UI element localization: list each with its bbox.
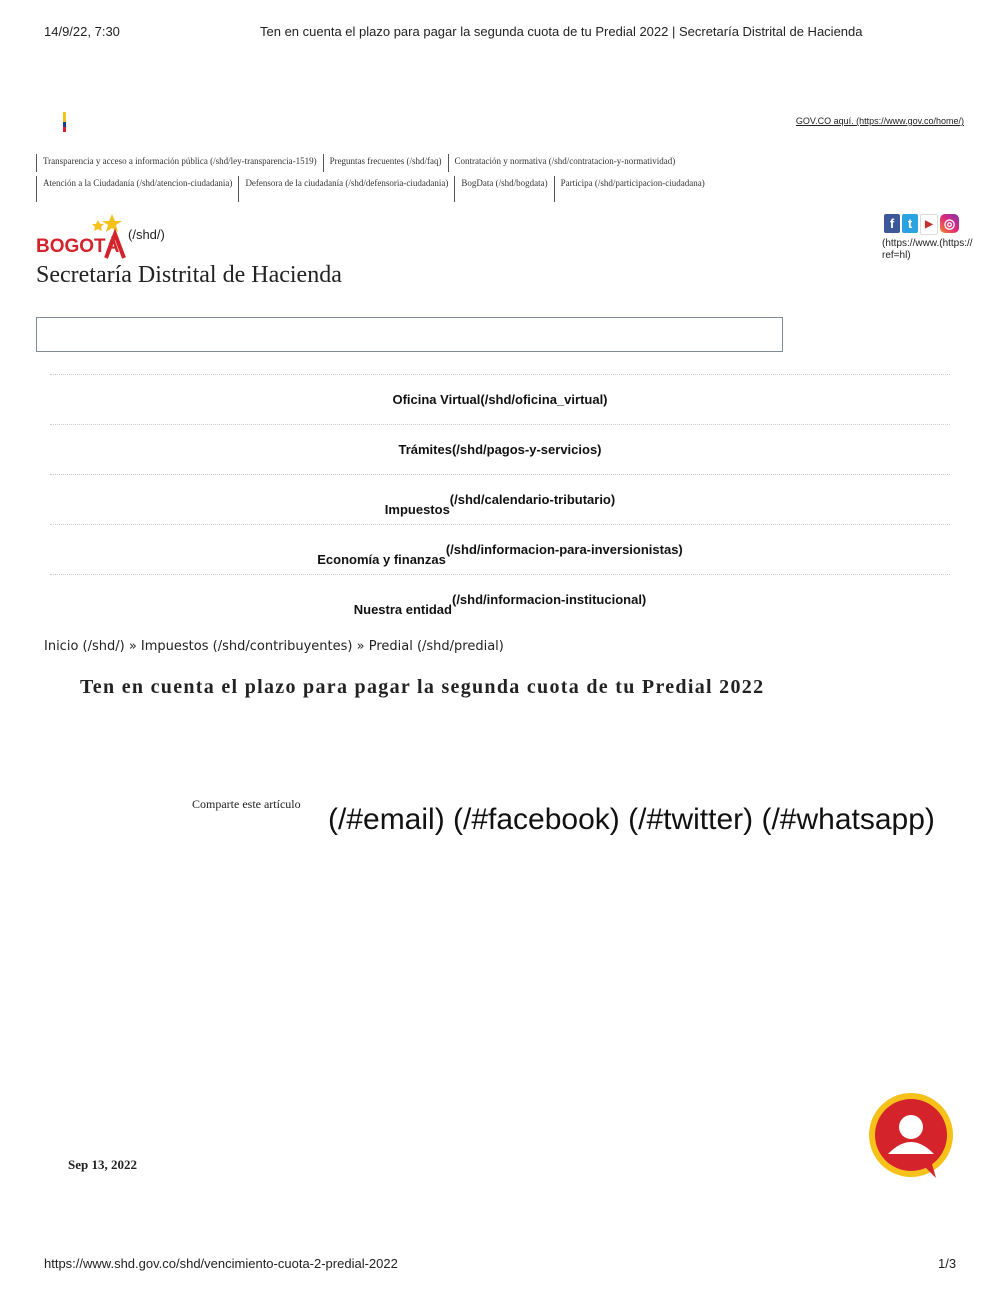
print-page-title: Ten en cuenta el plazo para pagar la segunda cuota de tu Predial 2022 | Secretaría Distrital de Hacienda bbox=[260, 24, 863, 39]
print-page-number: 1/3 bbox=[938, 1256, 957, 1271]
social-link-line: (https://www.(https:// bbox=[882, 238, 973, 249]
menu-label: Oficina Virtual bbox=[392, 392, 481, 407]
menu-item-tramites[interactable] bbox=[50, 425, 950, 475]
top-link[interactable]: Defensora de la ciudadanía (/shd/defensoria-ciudadania) bbox=[238, 176, 454, 202]
menu-item-nuestra-entidad[interactable] bbox=[50, 575, 950, 624]
social-icons bbox=[884, 214, 959, 235]
top-link[interactable]: Atención a la Ciudadanía (/shd/atencion-ciudadania) bbox=[36, 176, 238, 202]
article-title: Ten en cuenta el plazo para pagar la segunda cuota de tu Predial 2022 bbox=[80, 676, 765, 698]
menu-link: (/shd/informacion-institucional) bbox=[451, 592, 647, 607]
site-name: Secretaría Distrital de Hacienda bbox=[36, 262, 342, 288]
menu-item-impuestos[interactable] bbox=[50, 475, 950, 525]
top-links-row-2 bbox=[36, 176, 711, 202]
twitter-icon[interactable]: t bbox=[902, 214, 918, 233]
menu-label: Economía y finanzas bbox=[317, 552, 446, 567]
facebook-icon[interactable]: f bbox=[884, 214, 900, 233]
instagram-icon[interactable]: ◎ bbox=[940, 214, 959, 233]
star-icon bbox=[102, 214, 122, 232]
share-links[interactable]: (/#email) (/#facebook) (/#twitter) (/#whatsapp) bbox=[328, 803, 935, 836]
main-menu bbox=[50, 374, 950, 624]
top-link[interactable]: Preguntas frecuentes (/shd/faq) bbox=[323, 154, 448, 172]
print-url: https://www.shd.gov.co/shd/vencimiento-cuota-2-predial-2022 bbox=[44, 1256, 398, 1271]
logo-link[interactable]: (/shd/) bbox=[128, 227, 165, 242]
menu-link: (/shd/pagos-y-servicios) bbox=[451, 442, 602, 457]
top-link[interactable]: BogData (/shd/bogdata) bbox=[454, 176, 553, 202]
menu-link: (/shd/calendario-tributario) bbox=[449, 492, 616, 507]
top-link[interactable]: Contratación y normativa (/shd/contratacion-y-normatividad) bbox=[448, 154, 682, 172]
search-input[interactable] bbox=[36, 317, 783, 352]
top-links-row-1 bbox=[36, 154, 681, 172]
menu-item-oficina-virtual[interactable] bbox=[50, 375, 950, 425]
youtube-icon[interactable]: ▶ bbox=[920, 214, 938, 235]
print-datetime: 14/9/22, 7:30 bbox=[44, 24, 120, 39]
article-date: Sep 13, 2022 bbox=[68, 1157, 137, 1172]
logo-text: BOGOTÁ bbox=[36, 236, 120, 257]
chat-support-icon[interactable] bbox=[866, 1092, 956, 1182]
share-label: Comparte este artículo bbox=[192, 797, 301, 811]
top-link[interactable]: Participa (/shd/participacion-ciudadana) bbox=[554, 176, 711, 202]
star-icon bbox=[92, 220, 104, 231]
top-link[interactable]: Transparencia y acceso a información pública (/shd/ley-transparencia-1519) bbox=[36, 154, 323, 172]
gov-co-link[interactable]: GOV.CO aquí. (https://www.gov.co/home/) bbox=[795, 116, 964, 126]
menu-label: Impuestos bbox=[384, 502, 450, 517]
bogota-logo[interactable] bbox=[36, 212, 126, 260]
menu-link: (/shd/oficina_virtual) bbox=[480, 392, 608, 407]
menu-item-economia[interactable] bbox=[50, 525, 950, 575]
social-link-line: ref=hl) bbox=[882, 250, 911, 261]
colombia-flag-bar bbox=[63, 112, 66, 132]
menu-link: (/shd/informacion-para-inversionistas) bbox=[445, 542, 683, 557]
menu-label: Trámites bbox=[398, 442, 452, 457]
social-links-text[interactable] bbox=[882, 238, 982, 262]
breadcrumb[interactable]: Inicio (/shd/) » Impuestos (/shd/contribuyentes) » Predial (/shd/predial) bbox=[44, 639, 504, 654]
menu-label: Nuestra entidad bbox=[353, 602, 452, 617]
